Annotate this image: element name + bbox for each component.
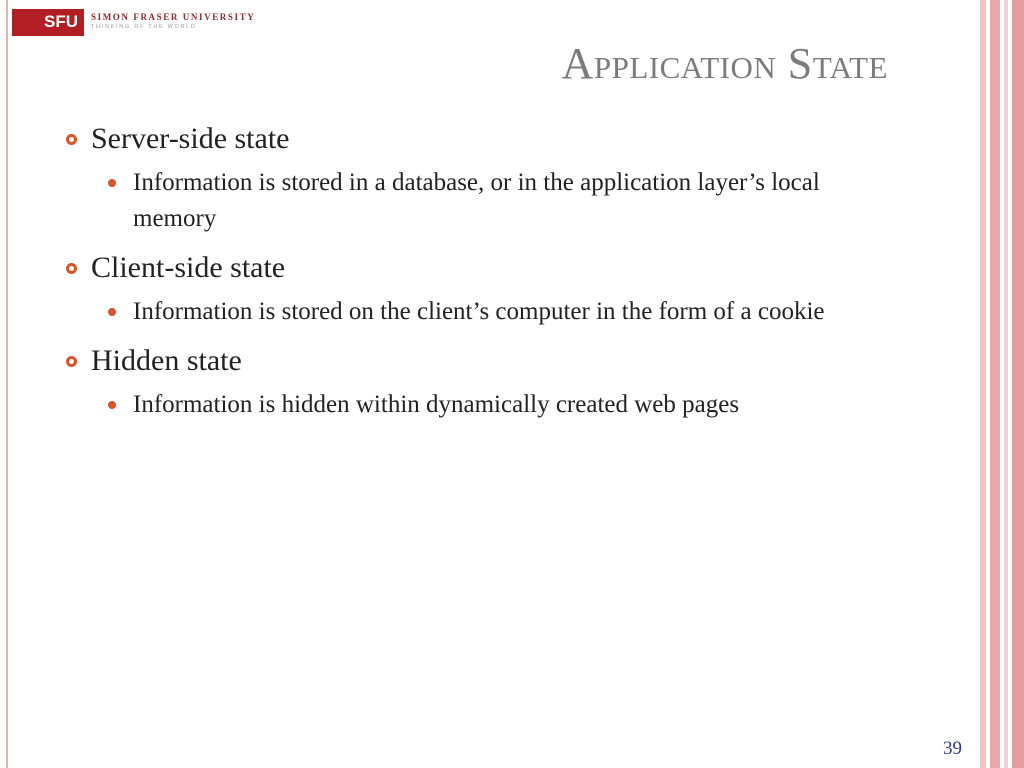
sub-bullet-text: Information is stored on the client’s computer in the form of a cookie (133, 298, 825, 325)
ring-bullet-icon (66, 134, 77, 145)
bullet-item (66, 118, 896, 160)
bullet-item (66, 247, 896, 289)
sub-bullet-text: Information is stored in a database, or in the application layer’s local memory (133, 169, 820, 232)
university-logo (12, 7, 255, 37)
logo-name: SIMON FRASER UNIVERSITY (91, 12, 256, 23)
logo-mark: SFU (12, 9, 84, 36)
page-number: 39 (943, 738, 962, 759)
right-border-stripe (990, 0, 1000, 768)
bullet-text: Hidden state (91, 344, 242, 377)
bullet-list (66, 116, 896, 433)
ring-bullet-icon (66, 356, 77, 367)
left-border-line (6, 0, 8, 768)
right-border-stripe (1004, 0, 1008, 768)
logo-wordmark (91, 13, 255, 31)
bullet-text: Server-side state (91, 122, 290, 155)
bullet-item (66, 340, 896, 382)
sub-bullet-item (108, 387, 896, 423)
dot-bullet-icon (108, 401, 116, 409)
bullet-text: Client-side state (91, 251, 286, 284)
logo-tagline: THINKING OF THE WORLD (91, 24, 197, 31)
right-border-stripe (1012, 0, 1024, 768)
dot-bullet-icon (108, 308, 116, 316)
sub-bullet-item (108, 294, 896, 330)
sub-bullet-text: Information is hidden within dynamically created web pages (133, 391, 740, 418)
sub-bullet-item (108, 165, 896, 237)
slide-title: Application State (561, 39, 888, 88)
right-border-stripe (980, 0, 986, 768)
dot-bullet-icon (108, 179, 116, 187)
ring-bullet-icon (66, 263, 77, 274)
